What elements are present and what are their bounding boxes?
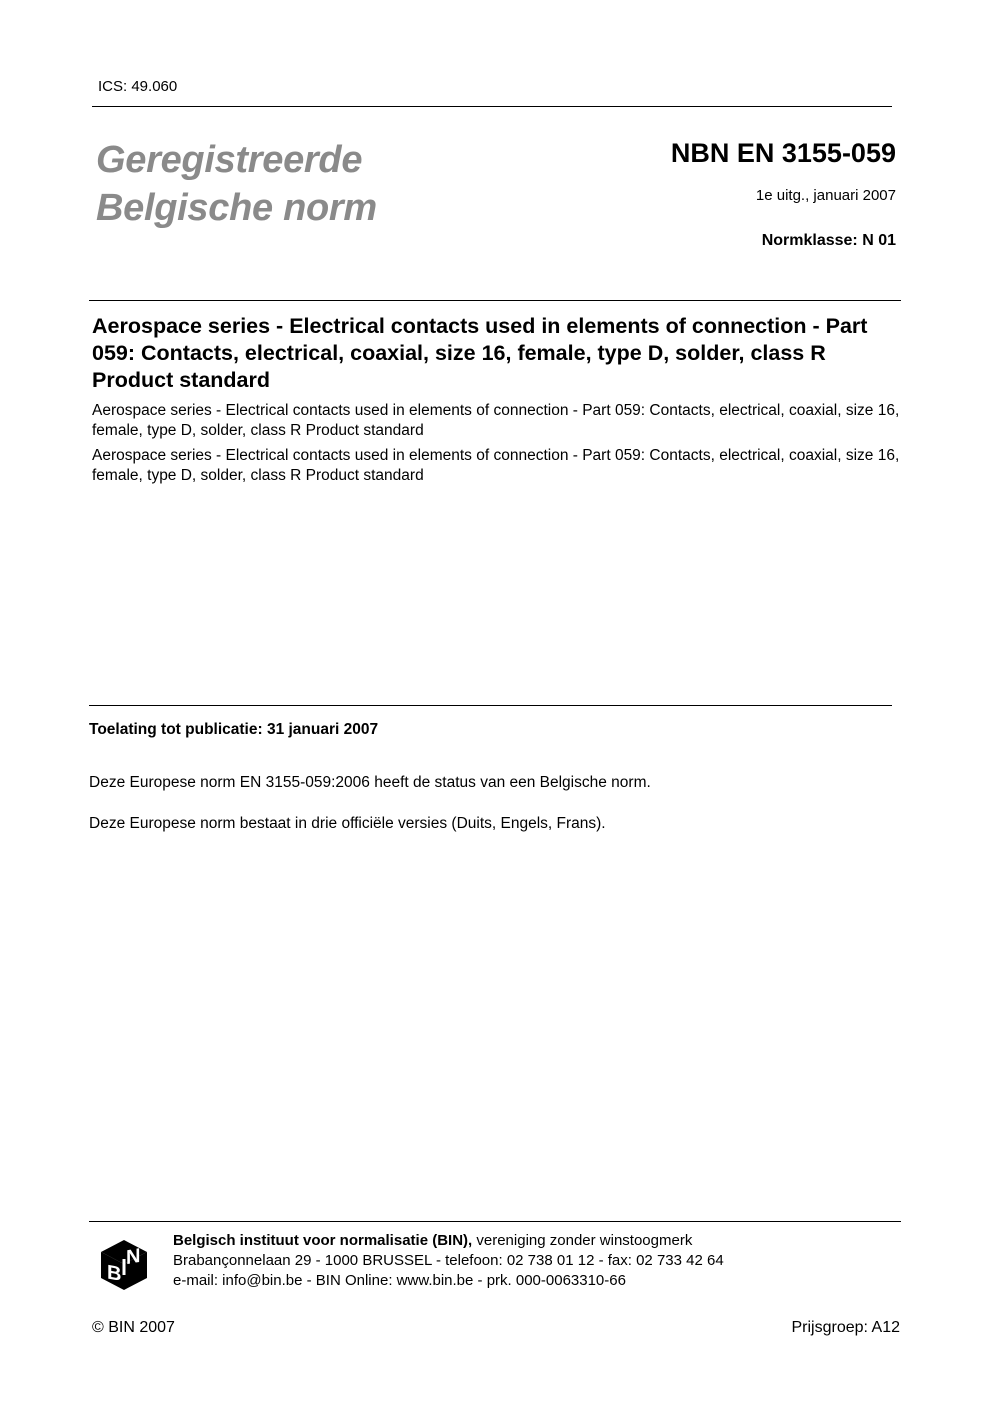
registered-line-1: Geregistreerde — [96, 139, 363, 181]
footer-divider — [89, 1221, 901, 1222]
main-title: Aerospace series - Electrical contacts used in elements of connection - Part 059: Contacts, electrical, coaxial, size 16, female, type D, solder, class R Product standard — [92, 314, 868, 392]
edition-date: 1e uitg., januari 2007 — [755, 187, 896, 204]
institute-address: Brabançonnelaan 29 - 1000 BRUSSEL - telefoon: 02 738 01 12 - fax: 02 733 42 64 — [173, 1252, 724, 1269]
registered-standard-heading — [96, 136, 377, 232]
alt-title-1: Aerospace series - Electrical contacts used in elements of connection - Part 059: Contacts, electrical, coaxial, size 16, female, type D, solder, class R Product standard — [92, 402, 900, 439]
ics-code: ICS: 49.060 — [98, 78, 178, 95]
versions-statement: Deze Europese norm bestaat in drie officiële versies (Duits, Engels, Frans). — [89, 815, 606, 832]
approval-date: Toelating tot publicatie: 31 januari 2007 — [89, 721, 379, 738]
svg-text:N: N — [126, 1244, 141, 1270]
top-divider — [92, 106, 892, 107]
title-divider — [89, 300, 901, 301]
price-group: Prijsgroep: A12 — [791, 1319, 900, 1336]
institute-name-line — [173, 1231, 692, 1251]
bin-logo-icon — [99, 1239, 149, 1291]
copyright: © BIN 2007 — [92, 1319, 175, 1336]
institute-contact: e-mail: info@bin.be - BIN Online: www.bin.be - prk. 000-0063310-66 — [173, 1272, 626, 1289]
norm-class: Normklasse: N 01 — [761, 232, 896, 249]
registered-line-2: Belgische norm — [96, 187, 377, 229]
standard-number: NBN EN 3155-059 — [670, 138, 896, 168]
institute-name: Belgisch instituut voor normalisatie (BIN), — [173, 1232, 473, 1249]
svg-text:B: B — [107, 1261, 122, 1286]
alt-title-2: Aerospace series - Electrical contacts used in elements of connection - Part 059: Contacts, electrical, coaxial, size 16, female, type D, solder, class R Product standard — [92, 447, 900, 484]
body-divider — [89, 705, 892, 706]
status-statement: Deze Europese norm EN 3155-059:2006 heeft de status van een Belgische norm. — [89, 774, 651, 791]
institute-suffix: vereniging zonder winstoogmerk — [476, 1232, 693, 1249]
